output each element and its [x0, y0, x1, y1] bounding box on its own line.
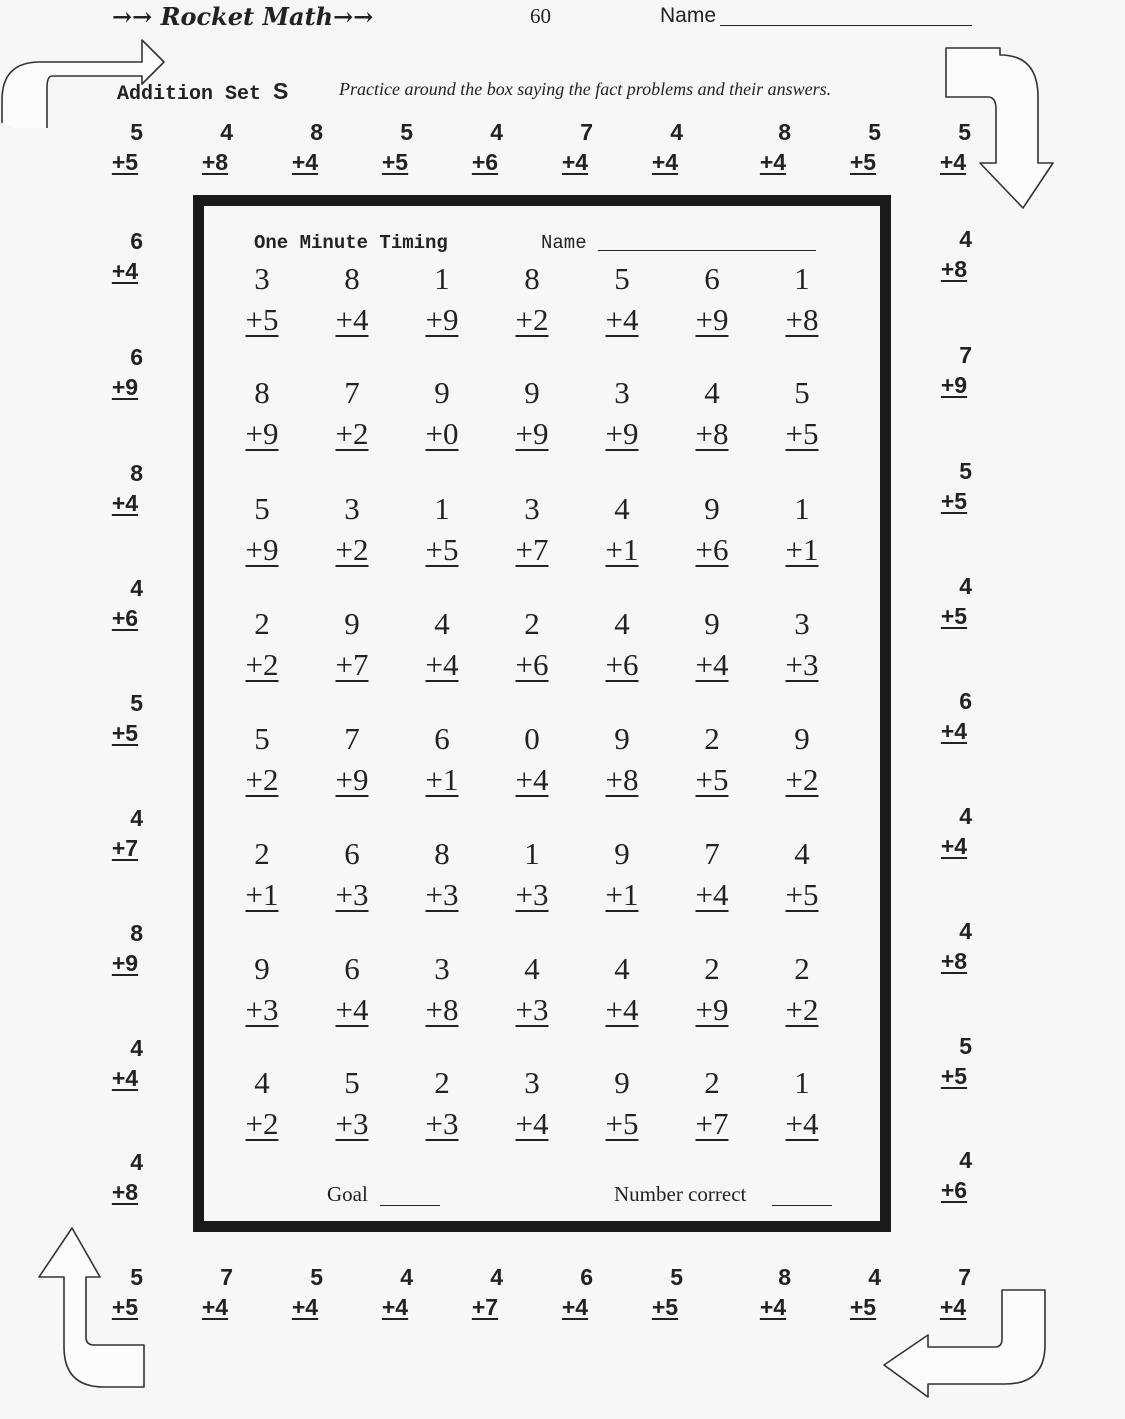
fact-addend: 7 [220, 1264, 233, 1290]
fact-addend: 9 [614, 1065, 630, 1100]
fact-plus-addend: +3 [785, 647, 819, 682]
fact-plus-addend: +9 [335, 762, 369, 797]
fact-addend: 3 [254, 261, 270, 296]
timing-name-label: Name [541, 232, 587, 254]
fact-plus-addend: +8 [785, 302, 819, 337]
fact-plus-addend: +4 [939, 149, 967, 175]
name-line[interactable] [720, 25, 972, 26]
practice-fact [637, 117, 693, 177]
fact-plus-addend: +2 [245, 647, 279, 682]
fact-plus-addend: +8 [111, 1179, 139, 1205]
timing-problem [770, 488, 834, 570]
fact-addend: 4 [220, 119, 233, 145]
timing-problem [590, 948, 654, 1030]
practice-fact [926, 686, 982, 746]
fact-plus-addend: +4 [759, 1294, 787, 1320]
timing-problem [320, 603, 384, 685]
fact-plus-addend: +7 [335, 647, 369, 682]
fact-plus-addend: +5 [651, 1294, 679, 1320]
fact-plus-addend: +8 [201, 149, 229, 175]
fact-addend: 4 [959, 803, 972, 829]
fact-plus-addend: +1 [785, 532, 819, 567]
practice-fact [926, 571, 982, 631]
fact-plus-addend: +7 [111, 835, 139, 861]
fact-plus-addend: +1 [605, 877, 639, 912]
fact-addend: 1 [794, 1065, 810, 1100]
page-number: 60 [530, 4, 551, 28]
timing-problem [410, 1062, 474, 1144]
timing-problem [770, 372, 834, 454]
fact-plus-addend: +2 [785, 992, 819, 1027]
fact-addend: 4 [254, 1065, 270, 1100]
instruction-text: Practice around the box saying the fact problems and their answers. [339, 79, 832, 99]
fact-addend: 4 [614, 606, 630, 641]
practice-fact [835, 117, 891, 177]
fact-plus-addend: +5 [111, 1294, 139, 1320]
timing-problem [230, 372, 294, 454]
fact-plus-addend: +9 [695, 992, 729, 1027]
fact-addend: 1 [794, 261, 810, 296]
fact-addend: 5 [400, 119, 413, 145]
timing-title: One Minute Timing [254, 232, 448, 254]
practice-fact [547, 1262, 603, 1322]
fact-addend: 2 [254, 836, 270, 871]
fact-plus-addend: +6 [695, 532, 729, 567]
practice-fact [926, 456, 982, 516]
fact-addend: 3 [524, 491, 540, 526]
fact-addend: 5 [310, 1264, 323, 1290]
fact-addend: 5 [130, 690, 143, 716]
fact-plus-addend: +4 [201, 1294, 229, 1320]
timing-problem [770, 1062, 834, 1144]
fact-addend: 2 [704, 951, 720, 986]
fact-addend: 7 [344, 375, 360, 410]
fact-addend: 4 [670, 119, 683, 145]
fact-addend: 1 [434, 491, 450, 526]
fact-addend: 5 [959, 1033, 972, 1059]
fact-plus-addend: +6 [471, 149, 499, 175]
goal-label: Goal [327, 1182, 368, 1206]
fact-plus-addend: +7 [471, 1294, 499, 1320]
fact-plus-addend: +4 [561, 1294, 589, 1320]
fact-addend: 8 [524, 261, 540, 296]
fact-plus-addend: +9 [515, 416, 549, 451]
practice-fact [926, 340, 982, 400]
fact-addend: 3 [524, 1065, 540, 1100]
fact-addend: 4 [614, 491, 630, 526]
practice-fact [277, 1262, 333, 1322]
fact-addend: 3 [794, 606, 810, 641]
practice-fact [637, 1262, 693, 1322]
fact-plus-addend: +4 [425, 647, 459, 682]
timing-problem [680, 948, 744, 1030]
fact-plus-addend: +9 [111, 950, 139, 976]
fact-plus-addend: +4 [111, 258, 139, 284]
fact-plus-addend: +4 [939, 1294, 967, 1320]
fact-plus-addend: +3 [515, 877, 549, 912]
practice-fact [925, 117, 981, 177]
practice-fact [97, 458, 153, 518]
fact-plus-addend: +4 [335, 302, 369, 337]
fact-addend: 2 [524, 606, 540, 641]
fact-addend: 8 [130, 460, 143, 486]
timing-problem [230, 258, 294, 340]
fact-plus-addend: +5 [425, 532, 459, 567]
fact-addend: 4 [959, 226, 972, 252]
fact-addend: 4 [524, 951, 540, 986]
timing-problem [500, 372, 564, 454]
fact-plus-addend: +4 [695, 647, 729, 682]
timing-problem [320, 718, 384, 800]
timing-name-line[interactable] [598, 250, 816, 251]
fact-plus-addend: +9 [605, 416, 639, 451]
fact-addend: 1 [524, 836, 540, 871]
fact-addend: 6 [344, 951, 360, 986]
fact-addend: 2 [704, 1065, 720, 1100]
timing-problem [770, 833, 834, 915]
fact-plus-addend: +6 [605, 647, 639, 682]
fact-plus-addend: +2 [515, 302, 549, 337]
practice-fact [187, 1262, 243, 1322]
fact-plus-addend: +9 [695, 302, 729, 337]
fact-plus-addend: +5 [940, 1063, 968, 1089]
fact-plus-addend: +4 [785, 1106, 819, 1141]
timing-problem [590, 488, 654, 570]
fact-plus-addend: +4 [335, 992, 369, 1027]
fact-plus-addend: +9 [425, 302, 459, 337]
fact-addend: 7 [959, 342, 972, 368]
practice-fact [97, 1262, 153, 1322]
fact-plus-addend: +8 [940, 948, 968, 974]
fact-plus-addend: +2 [785, 762, 819, 797]
practice-fact [926, 1031, 982, 1091]
timing-problem [230, 718, 294, 800]
practice-fact [187, 117, 243, 177]
fact-addend: 8 [254, 375, 270, 410]
rocket-math-brand: →→ Rocket Math→→ [112, 2, 374, 31]
fact-plus-addend: +2 [245, 762, 279, 797]
fact-plus-addend: +2 [335, 416, 369, 451]
fact-plus-addend: +0 [425, 416, 459, 451]
fact-addend: 5 [958, 119, 971, 145]
fact-plus-addend: +1 [605, 532, 639, 567]
fact-plus-addend: +2 [335, 532, 369, 567]
practice-fact [97, 1147, 153, 1207]
fact-addend: 4 [614, 951, 630, 986]
fact-addend: 9 [794, 721, 810, 756]
fact-addend: 4 [130, 575, 143, 601]
fact-plus-addend: +1 [425, 762, 459, 797]
fact-addend: 1 [434, 261, 450, 296]
practice-fact [835, 1262, 891, 1322]
fact-addend: 4 [130, 805, 143, 831]
fact-plus-addend: +6 [515, 647, 549, 682]
fact-addend: 5 [868, 119, 881, 145]
fact-plus-addend: +8 [605, 762, 639, 797]
fact-plus-addend: +4 [940, 718, 968, 744]
fact-plus-addend: +5 [785, 877, 819, 912]
fact-addend: 5 [794, 375, 810, 410]
fact-plus-addend: +9 [245, 532, 279, 567]
fact-addend: 6 [434, 721, 450, 756]
fact-plus-addend: +5 [111, 149, 139, 175]
fact-addend: 5 [614, 261, 630, 296]
timing-problem [320, 372, 384, 454]
fact-plus-addend: +4 [605, 302, 639, 337]
fact-addend: 6 [704, 261, 720, 296]
fact-addend: 4 [400, 1264, 413, 1290]
fact-plus-addend: +4 [515, 762, 549, 797]
timing-problem [590, 1062, 654, 1144]
fact-plus-addend: +4 [515, 1106, 549, 1141]
timing-problem [680, 833, 744, 915]
timing-problem [680, 258, 744, 340]
timing-problem [410, 372, 474, 454]
fact-addend: 2 [704, 721, 720, 756]
fact-addend: 2 [254, 606, 270, 641]
fact-plus-addend: +1 [245, 877, 279, 912]
fact-plus-addend: +7 [695, 1106, 729, 1141]
practice-fact [97, 918, 153, 978]
practice-fact [97, 688, 153, 748]
fact-plus-addend: +2 [245, 1106, 279, 1141]
fact-addend: 6 [959, 688, 972, 714]
fact-plus-addend: +5 [849, 149, 877, 175]
timing-problem [500, 258, 564, 340]
fact-addend: 9 [344, 606, 360, 641]
fact-plus-addend: +5 [245, 302, 279, 337]
timing-problem [770, 948, 834, 1030]
fact-addend: 7 [958, 1264, 971, 1290]
practice-fact [926, 916, 982, 976]
practice-fact [745, 117, 801, 177]
fact-addend: 9 [614, 721, 630, 756]
fact-plus-addend: +4 [111, 490, 139, 516]
timing-problem [410, 258, 474, 340]
fact-addend: 9 [704, 491, 720, 526]
timing-problem [680, 488, 744, 570]
fact-addend: 8 [778, 1264, 791, 1290]
fact-addend: 9 [704, 606, 720, 641]
fact-addend: 4 [130, 1149, 143, 1175]
fact-addend: 3 [344, 491, 360, 526]
fact-plus-addend: +5 [381, 149, 409, 175]
practice-fact [926, 801, 982, 861]
practice-fact [547, 117, 603, 177]
fact-addend: 8 [434, 836, 450, 871]
timing-problem [410, 603, 474, 685]
timing-problem [320, 948, 384, 1030]
fact-plus-addend: +4 [561, 149, 589, 175]
fact-addend: 4 [704, 375, 720, 410]
fact-plus-addend: +4 [291, 149, 319, 175]
fact-addend: 5 [254, 721, 270, 756]
fact-addend: 8 [344, 261, 360, 296]
timing-problem [500, 718, 564, 800]
timing-problem [680, 1062, 744, 1144]
fact-addend: 6 [580, 1264, 593, 1290]
fact-addend: 4 [130, 1035, 143, 1061]
fact-plus-addend: +3 [515, 992, 549, 1027]
practice-fact [926, 224, 982, 284]
timing-problem [230, 948, 294, 1030]
practice-fact [97, 803, 153, 863]
number-correct-label: Number correct [614, 1182, 747, 1206]
practice-fact [97, 573, 153, 633]
practice-fact [97, 342, 153, 402]
fact-plus-addend: +4 [291, 1294, 319, 1320]
timing-problem [410, 833, 474, 915]
fact-addend: 4 [868, 1264, 881, 1290]
timing-problem [320, 1062, 384, 1144]
timing-problem [590, 833, 654, 915]
fact-addend: 7 [704, 836, 720, 871]
timing-problem [230, 1062, 294, 1144]
fact-plus-addend: +4 [111, 1065, 139, 1091]
fact-addend: 5 [130, 119, 143, 145]
name-label: Name [660, 4, 717, 27]
set-letter: S [273, 78, 289, 104]
fact-addend: 4 [490, 119, 503, 145]
fact-addend: 8 [130, 920, 143, 946]
fact-addend: 5 [130, 1264, 143, 1290]
practice-fact [926, 1145, 982, 1205]
timing-problem [590, 372, 654, 454]
fact-plus-addend: +9 [111, 374, 139, 400]
set-label: Addition Set [117, 83, 262, 106]
fact-addend: 9 [254, 951, 270, 986]
timing-problem [230, 603, 294, 685]
fact-addend: 4 [434, 606, 450, 641]
practice-fact [457, 117, 513, 177]
timing-problem [770, 258, 834, 340]
timing-problem [500, 833, 564, 915]
fact-plus-addend: +4 [651, 149, 679, 175]
fact-plus-addend: +3 [425, 1106, 459, 1141]
timing-problem [680, 372, 744, 454]
practice-fact [745, 1262, 801, 1322]
timing-problem [590, 603, 654, 685]
fact-addend: 7 [344, 721, 360, 756]
fact-addend: 5 [344, 1065, 360, 1100]
fact-addend: 8 [310, 119, 323, 145]
fact-plus-addend: +6 [940, 1177, 968, 1203]
arrow-top-left-icon [0, 18, 170, 128]
fact-addend: 8 [778, 119, 791, 145]
fact-addend: 3 [434, 951, 450, 986]
fact-plus-addend: +4 [695, 877, 729, 912]
timing-problem [590, 258, 654, 340]
fact-addend: 9 [434, 375, 450, 410]
practice-fact [97, 117, 153, 177]
fact-addend: 4 [959, 573, 972, 599]
fact-addend: 2 [794, 951, 810, 986]
fact-addend: 2 [434, 1065, 450, 1100]
timing-problem [410, 488, 474, 570]
fact-plus-addend: +8 [695, 416, 729, 451]
timing-problem [680, 603, 744, 685]
fact-plus-addend: +5 [605, 1106, 639, 1141]
fact-plus-addend: +3 [245, 992, 279, 1027]
fact-addend: 6 [130, 344, 143, 370]
fact-addend: 6 [130, 228, 143, 254]
timing-problem [500, 1062, 564, 1144]
fact-addend: 1 [794, 491, 810, 526]
fact-plus-addend: +4 [381, 1294, 409, 1320]
fact-addend: 6 [344, 836, 360, 871]
practice-fact [925, 1262, 981, 1322]
timing-problem [320, 258, 384, 340]
practice-fact [97, 226, 153, 286]
timing-problem [680, 718, 744, 800]
fact-plus-addend: +5 [849, 1294, 877, 1320]
goal-line[interactable] [380, 1205, 440, 1206]
fact-plus-addend: +6 [111, 605, 139, 631]
timing-problem [770, 603, 834, 685]
fact-plus-addend: +4 [605, 992, 639, 1027]
fact-plus-addend: +5 [785, 416, 819, 451]
timing-problem [230, 833, 294, 915]
practice-fact [367, 1262, 423, 1322]
fact-plus-addend: +3 [425, 877, 459, 912]
fact-addend: 5 [959, 458, 972, 484]
fact-plus-addend: +7 [515, 532, 549, 567]
fact-plus-addend: +9 [940, 372, 968, 398]
timing-problem [500, 948, 564, 1030]
fact-addend: 4 [794, 836, 810, 871]
practice-fact [367, 117, 423, 177]
fact-plus-addend: +3 [335, 1106, 369, 1141]
practice-fact [457, 1262, 513, 1322]
fact-addend: 5 [670, 1264, 683, 1290]
timing-problem [500, 488, 564, 570]
fact-plus-addend: +3 [335, 877, 369, 912]
fact-addend: 9 [614, 836, 630, 871]
fact-addend: 0 [524, 721, 540, 756]
timing-problem [770, 718, 834, 800]
fact-addend: 4 [490, 1264, 503, 1290]
timing-problem [230, 488, 294, 570]
fact-addend: 4 [959, 1147, 972, 1173]
timing-problem [590, 718, 654, 800]
fact-plus-addend: +5 [111, 720, 139, 746]
fact-plus-addend: +9 [245, 416, 279, 451]
timing-problem [410, 718, 474, 800]
practice-fact [97, 1033, 153, 1093]
timing-problem [500, 603, 564, 685]
practice-fact [277, 117, 333, 177]
fact-addend: 3 [614, 375, 630, 410]
timing-problem [410, 948, 474, 1030]
fact-plus-addend: +8 [425, 992, 459, 1027]
fact-plus-addend: +4 [759, 149, 787, 175]
fact-plus-addend: +8 [940, 256, 968, 282]
number-correct-line[interactable] [772, 1205, 832, 1206]
fact-plus-addend: +5 [940, 603, 968, 629]
fact-addend: 5 [254, 491, 270, 526]
timing-problem [320, 488, 384, 570]
fact-addend: 9 [524, 375, 540, 410]
timing-problem [320, 833, 384, 915]
fact-addend: 4 [959, 918, 972, 944]
fact-plus-addend: +5 [695, 762, 729, 797]
fact-plus-addend: +4 [940, 833, 968, 859]
fact-plus-addend: +5 [940, 488, 968, 514]
fact-addend: 7 [580, 119, 593, 145]
